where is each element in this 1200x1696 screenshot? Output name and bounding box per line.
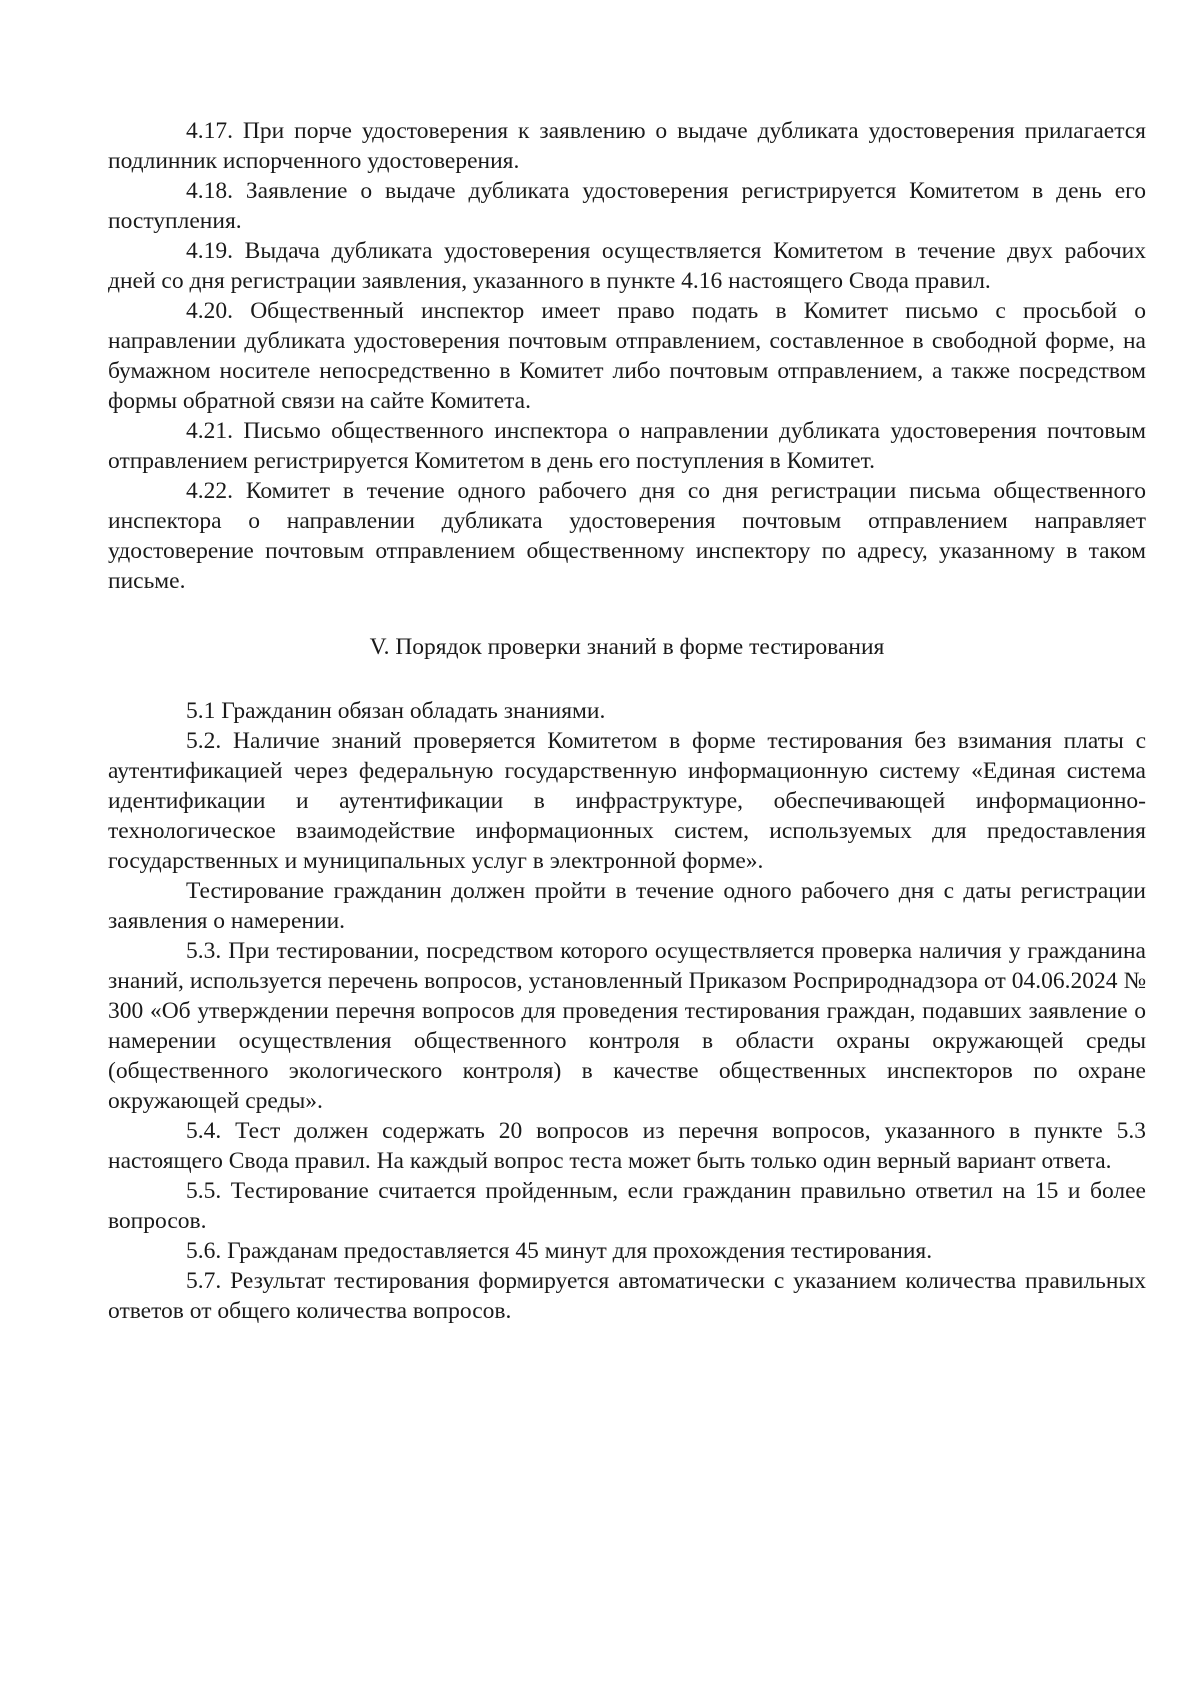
paragraph-4-21: 4.21. Письмо общественного инспектора о направлении дубликата удостоверения почтовым отправлением регистрируется Комитетом в день его поступления в Комитет.: [108, 418, 1146, 474]
paragraph-5-2: 5.2. Наличие знаний проверяется Комитетом в форме тестирования без взимания платы с аутентификацией через федеральную государственную информационную систему «Единая система идентификации и аутентификации в инфраструктуре, обеспечивающей информационно-технологическое взаимодействие информационных систем, используемых для предоставления государственных и муниципальных услуг в электронной форме».: [108, 728, 1146, 874]
paragraph-4-18: 4.18. Заявление о выдаче дубликата удостоверения регистрируется Комитетом в день его поступления.: [108, 178, 1146, 234]
paragraph-4-19: 4.19. Выдача дубликата удостоверения осуществляется Комитетом в течение двух рабочих дней со дня регистрации заявления, указанного в пункте 4.16 настоящего Свода правил.: [108, 238, 1146, 294]
paragraph-4-22: 4.22. Комитет в течение одного рабочего дня со дня регистрации письма общественного инспектора о направлении дубликата удостоверения почтовым отправлением направляет удостоверение почтовым отправлением общественному инспектору по адресу, указанному в таком письме.: [108, 478, 1146, 594]
paragraph-4-17: 4.17. При порче удостоверения к заявлению о выдаче дубликата удостоверения прилагается подлинник испорченного удостоверения.: [108, 118, 1146, 174]
paragraph-5-3: 5.3. При тестировании, посредством которого осуществляется проверка наличия у гражданина знаний, используется перечень вопросов, установленный Приказом Росприроднадзора от 04.06.2024 № 300 «Об утверждении перечня вопросов для проведения тестирования граждан, подавших заявление о намерении осуществления общественного контроля в области охраны окружающей среды (общественного экологического контроля) в качестве общественных инспекторов по охране окружающей среды».: [108, 938, 1146, 1114]
paragraph-5-7: 5.7. Результат тестирования формируется автоматически с указанием количества правильных ответов от общего количества вопросов.: [108, 1268, 1146, 1324]
section-heading: V. Порядок проверки знаний в форме тестирования: [369, 634, 885, 660]
paragraph-5-6: 5.6. Гражданам предоставляется 45 минут для прохождения тестирования.: [186, 1238, 933, 1264]
paragraph-5-2-testing: Тестирование гражданин должен пройти в течение одного рабочего дня с даты регистрации заявления о намерении.: [108, 878, 1146, 934]
paragraph-5-1: 5.1 Гражданин обязан обладать знаниями.: [186, 698, 606, 724]
paragraph-5-4: 5.4. Тест должен содержать 20 вопросов из перечня вопросов, указанного в пункте 5.3 настоящего Свода правил. На каждый вопрос теста может быть только один верный вариант ответа.: [108, 1118, 1146, 1174]
paragraph-5-5: 5.5. Тестирование считается пройденным, если гражданин правильно ответил на 15 и более вопросов.: [108, 1178, 1146, 1234]
paragraph-4-20: 4.20. Общественный инспектор имеет право подать в Комитет письмо с просьбой о направлении дубликата удостоверения почтовым отправлением, составленное в свободной форме, на бумажном носителе непосредственно в Комитет либо почтовым отправлением, а также посредством формы обратной связи на сайте Комитета.: [108, 298, 1146, 414]
